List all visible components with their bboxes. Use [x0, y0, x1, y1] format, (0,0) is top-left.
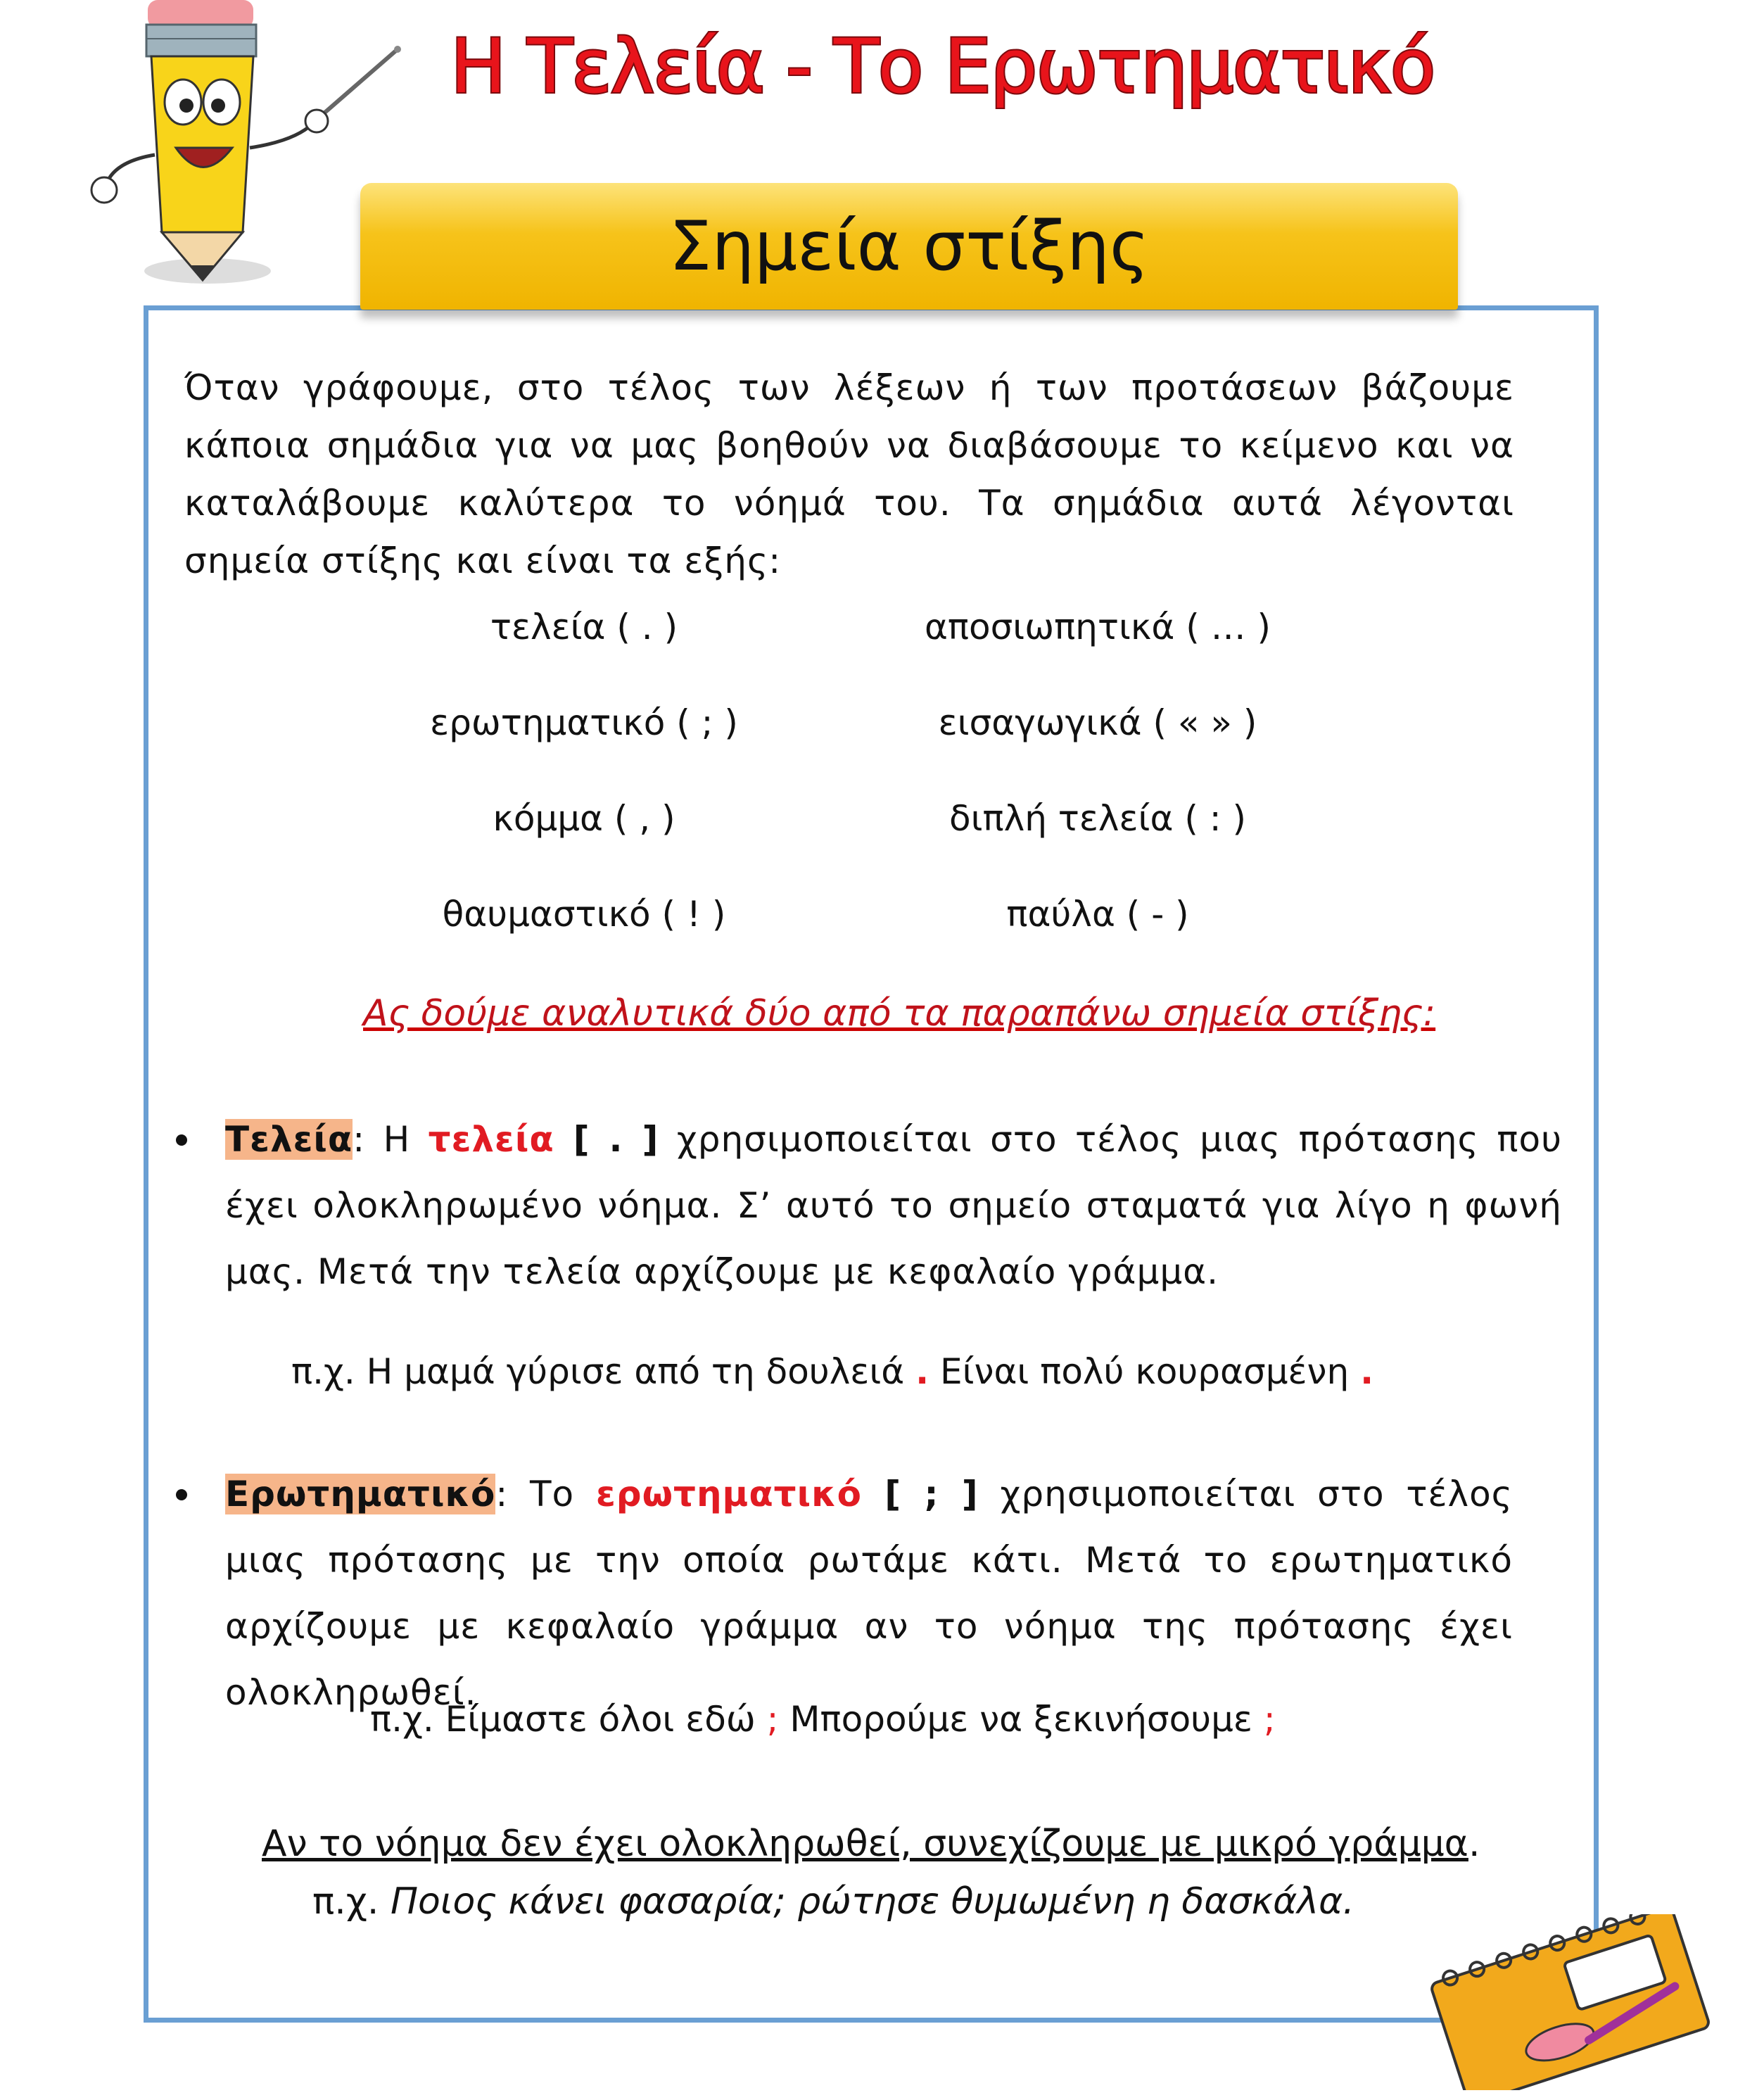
pencil-mascot-icon [84, 0, 408, 296]
mark-colon: διπλή τελεία ( : ) [949, 798, 1246, 839]
page-title: Η Τελεία - Το Ερωτηματικό [450, 23, 1435, 110]
question-sep: : Το [495, 1474, 596, 1514]
question-example-q1: ; [766, 1699, 779, 1740]
lowercase-note [262, 1823, 1480, 1865]
period-text: χρησιμοποιείται στο τέλος μιας πρότασης που έχει ολοκληρωμένο νόημα. Σ’ αυτό το σημείο σταματά για λίγο η φωνή μας. Μετά την τελεία αρχίζουμε με κεφαλαίο γράμμα. [225, 1119, 1563, 1292]
question-term: ερωτηματικό [595, 1474, 862, 1514]
period-example-dot2: . [1360, 1351, 1374, 1392]
question-example-a: π.χ. Είμαστε όλοι εδώ [370, 1699, 767, 1740]
period-paragraph [225, 1106, 1562, 1305]
period-term: τελεία [428, 1119, 554, 1160]
notebook-icon [1414, 1914, 1724, 2090]
question-paragraph [225, 1461, 1513, 1726]
intro-paragraph: Όταν γράφουμε, στο τέλος των λέξεων ή των προτάσεων βάζουμε κάποια σημάδια για να μας βοηθούν να διαβάσουμε το κείμενο και να καταλάβουμε καλύτερα το νόημά του. Τα σημάδια αυτά λέγονται σημεία στίξης και είναι τα εξής: [184, 367, 1514, 581]
note-example [312, 1880, 1354, 1923]
mark-dash: παύλα ( - ) [1006, 894, 1189, 935]
note-text: Αν το νόημα δεν έχει ολοκληρωθεί, συνεχίζουμε με μικρό γράμμα [262, 1823, 1468, 1865]
question-text: χρησιμοποιείται στο τέλος μιας πρότασης με την οποία ρωτάμε κάτι. Μετά το ερωτηματικό αρχίζουμε με κεφαλαίο γράμμα αν το νόημα της πρότασης έχει ολοκληρωθεί. [225, 1474, 1514, 1713]
question-label: Ερωτηματικό [225, 1474, 496, 1514]
note-example-italic: Ποιος κάνει φασαρία; ρώτησε θυμωμένη η δασκάλα. [390, 1880, 1354, 1923]
mark-ellipsis: αποσιωπητικά ( … ) [924, 607, 1271, 647]
section-subheading: Ας δούμε αναλυτικά δύο από τα παραπάνω σημεία στίξης: [363, 992, 1436, 1035]
question-example-b: Μπορούμε να ξεκινήσουμε [778, 1699, 1264, 1740]
period-example [291, 1351, 1373, 1392]
mark-period: τελεία ( . ) [490, 607, 678, 647]
section-banner: Σημεία στίξης [360, 183, 1458, 310]
period-example-dot1: . [915, 1351, 929, 1392]
mark-quotes: εισαγωγικά ( « » ) [938, 702, 1257, 743]
question-example-q2: ; [1263, 1699, 1276, 1740]
mark-exclamation: θαυμαστικό ( ! ) [442, 894, 726, 935]
note-example-prefix: π.χ. [312, 1880, 391, 1923]
note-end: . [1468, 1823, 1480, 1865]
period-sep: : Η [353, 1119, 429, 1160]
question-example [370, 1699, 1276, 1740]
period-symbol: [ . ] [554, 1119, 659, 1160]
period-example-b: Είναι πολύ κουρασμένη [929, 1351, 1361, 1392]
mark-question: ερωτηματικό ( ; ) [430, 702, 738, 743]
period-example-a: π.χ. Η μαμά γύρισε από τη δουλειά [291, 1351, 916, 1392]
bullet-dot [176, 1489, 187, 1500]
mark-comma: κόμμα ( , ) [493, 798, 675, 839]
question-symbol: [ ; ] [861, 1474, 979, 1514]
bullet-dot [176, 1134, 187, 1146]
period-label: Τελεία [225, 1119, 353, 1160]
